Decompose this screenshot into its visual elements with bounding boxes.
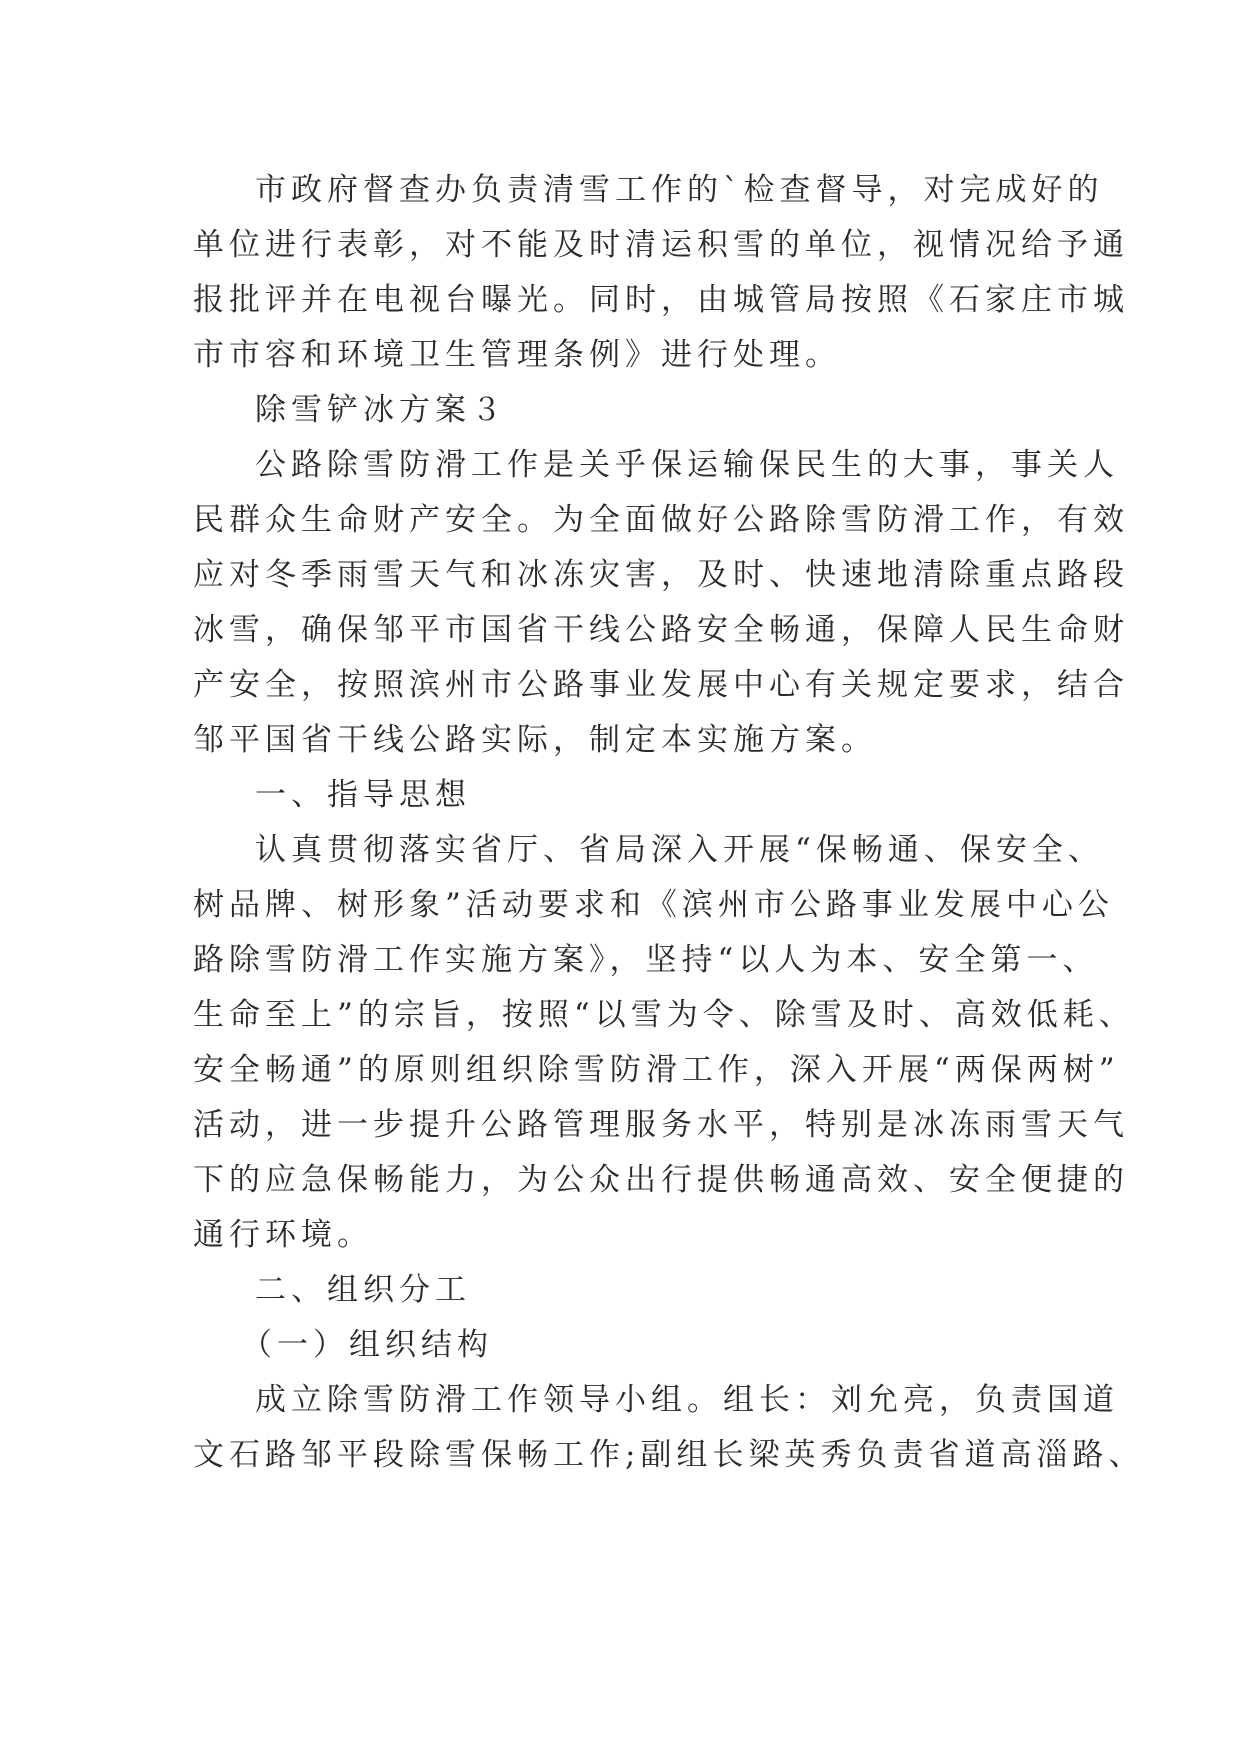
paragraph-1-line-3: 报批评并在电视台曝光。同时，由城管局按照《石家庄市城	[193, 282, 1129, 318]
paragraph-2-line-3: 应对冬季雨雪天气和冰冻灾害，及时、快速地清除重点路段	[193, 557, 1129, 593]
document-body	[193, 163, 1145, 1483]
paragraph-2-line-2: 民群众生命财产安全。为全面做好公路除雪防滑工作，有效	[193, 502, 1129, 538]
paragraph-4-line-2: 文石路邹平段除雪保畅工作;副组长梁英秀负责省道高淄路、	[193, 1437, 1145, 1473]
heading-guiding-ideology: 一、指导思想	[255, 777, 471, 813]
paragraph-3-line-2: 树品牌、树形象”活动要求和《滨州市公路事业发展中心公	[193, 887, 1114, 923]
paragraph-2-line-6: 邹平国省干线公路实际，制定本实施方案。	[193, 722, 877, 758]
paragraph-3-line-3: 路除雪防滑工作实施方案》，坚持“以人为本、安全第一、	[193, 942, 1099, 978]
paragraph-3-line-5: 安全畅通”的原则组织除雪防滑工作，深入开展“两保两树”	[193, 1052, 1120, 1088]
paragraph-3-line-7: 下的应急保畅能力，为公众出行提供畅通高效、安全便捷的	[193, 1162, 1129, 1198]
heading-organization: 二、组织分工	[255, 1272, 471, 1308]
paragraph-2-line-4: 冰雪，确保邹平市国省干线公路安全畅通，保障人民生命财	[193, 612, 1129, 648]
paragraph-2-line-1: 公路除雪防滑工作是关乎保运输保民生的大事，事关人	[255, 447, 1119, 483]
paragraph-3-line-4: 生命至上”的宗旨，按照“以雪为令、除雪及时、高效低耗、	[193, 997, 1135, 1033]
subheading-structure: （一）组织结构	[241, 1327, 493, 1363]
paragraph-1-line-2: 单位进行表彰，对不能及时清运积雪的单位，视情况给予通	[193, 227, 1129, 263]
paragraph-3-line-1: 认真贯彻落实省厅、省局深入开展“保畅通、保安全、	[255, 832, 1104, 868]
paragraph-1-line-4: 市市容和环境卫生管理条例》进行处理。	[193, 337, 841, 373]
paragraph-4-line-1: 成立除雪防滑工作领导小组。组长：刘允亮，负责国道	[255, 1382, 1119, 1418]
paragraph-1-line-1: 市政府督查办负责清雪工作的`检查督导，对完成好的	[255, 172, 1104, 208]
paragraph-3-line-6: 活动，进一步提升公路管理服务水平，特别是冰冻雨雪天气	[193, 1107, 1129, 1143]
paragraph-3-line-8: 通行环境。	[193, 1217, 373, 1253]
paragraph-2-line-5: 产安全，按照滨州市公路事业发展中心有关规定要求，结合	[193, 667, 1129, 703]
section-title: 除雪铲冰方案３	[255, 392, 507, 428]
